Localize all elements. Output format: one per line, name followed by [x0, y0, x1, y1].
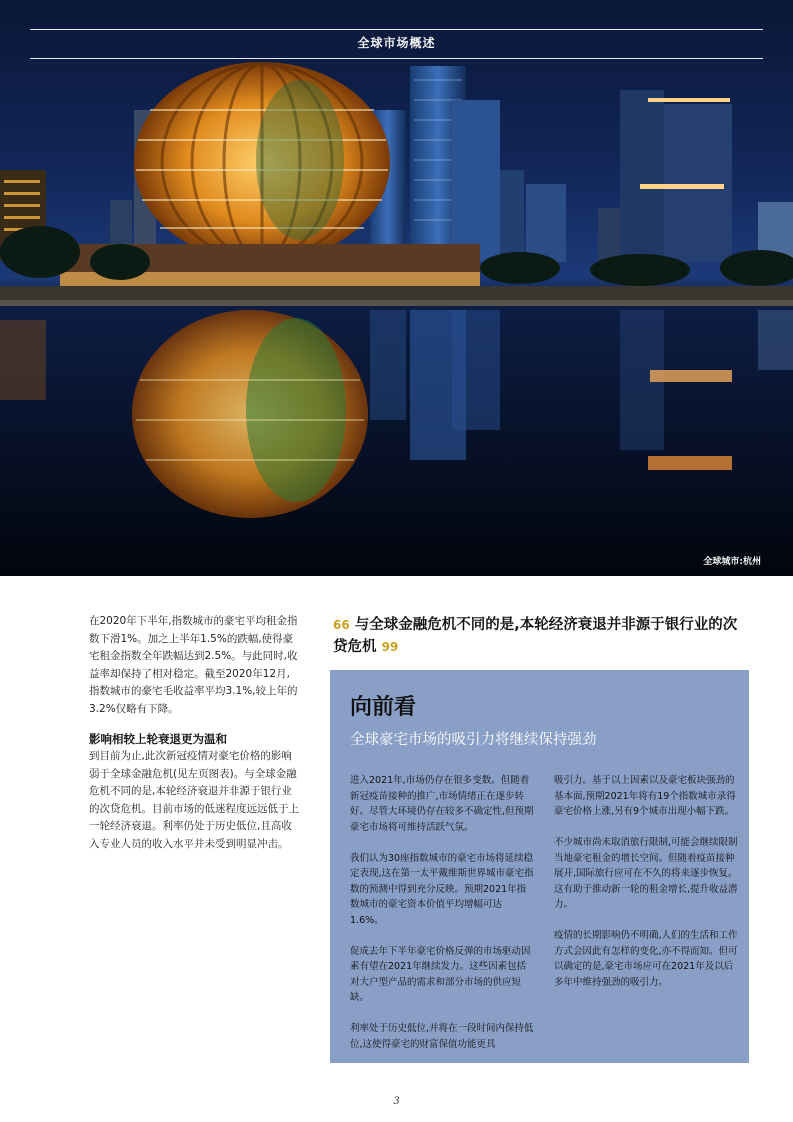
- page-number: 3: [393, 1096, 400, 1107]
- section-heading: 影响相较上轮衰退更为温和: [89, 732, 227, 746]
- body-paragraph: 到目前为止,此次新冠疫情对豪宅价格的影响弱于全球金融危机(见左页图表)。与全球金融危机不同的是,本轮经济衰退并非源于银行业的次贷危机。目前市场的低迷程度远远低于上一轮经济衰退。利率仍处于历史低位,且高收入专业人员的收入水平并未受到明显冲击。: [89, 750, 299, 850]
- outlook-paragraph: 疫情的长期影响仍不明确,人们的生活和工作方式会因此有怎样的变化,亦不得而知。但可以确定的是,豪宅市场应可在2021年及以后多年中维持强劲的吸引力。: [554, 930, 738, 988]
- outlook-paragraph: 促成去年下半年豪宅价格反弹的市场驱动因素有望在2021年继续发力。这些因素包括对大户型产品的需求和部分市场的供应短缺。: [350, 945, 531, 1003]
- close-quote-icon: 99: [381, 640, 399, 654]
- pull-quote: [333, 614, 738, 658]
- outlook-subtitle: 全球豪宅市场的吸引力将继续保持强劲: [350, 732, 597, 748]
- outlook-paragraph: 进入2021年,市场仍存在很多变数。但随着新冠疫苗接种的推广,市场情绪正在逐步转好。尽管大环境仍存在较多不确定性,但预期豪宅市场将可维持活跃气氛。: [350, 775, 534, 833]
- outlook-title: 向前看: [350, 695, 417, 720]
- outlook-paragraph: 我们认为30座指数城市的豪宅市场将延续稳定表现,这在第一太平戴维斯世界城市豪宅指数的预测中得到充分反映。预期2021年指数城市的豪宅资本价值平均增幅可达1.6%。: [350, 852, 534, 926]
- photo-caption: 全球城市:杭州: [703, 557, 761, 567]
- header-rule-top: [30, 29, 763, 30]
- left-column: [89, 613, 299, 853]
- outlook-paragraph: 不少城市尚未取消旅行限制,可能会继续限制当地豪宅租金的增长空间。但随着疫苗接种展开,国际旅行应可在不久的将来逐步恢复。这有助于推动新一轮的租金增长,提升收益潜力。: [554, 837, 738, 910]
- section-title: 全球市场概述: [357, 36, 436, 50]
- open-quote-icon: 66: [333, 618, 350, 632]
- outlook-column-right: [554, 773, 738, 1006]
- outlook-column-left: [350, 773, 534, 1068]
- outlook-box: [330, 670, 749, 1063]
- intro-paragraph: 在2020年下半年,指数城市的豪宅平均租金指数下滑1%。加之上半年1.5%的跌幅,使得豪宅租金指数全年跌幅达到2.5%。与此同时,收益率却保持了相对稳定。截至2020年12月,指数城市的豪宅毛收益率平均3.1%,较上年的3.2%仅略有下降。: [89, 615, 298, 715]
- header-rule-bottom: [30, 58, 763, 59]
- outlook-paragraph: 吸引力。基于以上因素以及豪宅板块强劲的基本面,预期2021年将有19个指数城市录得豪宅价格上涨,另有9个城市出现小幅下跌。: [554, 775, 736, 817]
- pull-quote-text: 与全球金融危机不同的是,本轮经济衰退并非源于银行业的次贷危机: [333, 617, 738, 655]
- outlook-paragraph: 利率处于历史低位,并将在一段时间内保持低位,这使得豪宅的财富保值功能更具: [350, 1023, 534, 1050]
